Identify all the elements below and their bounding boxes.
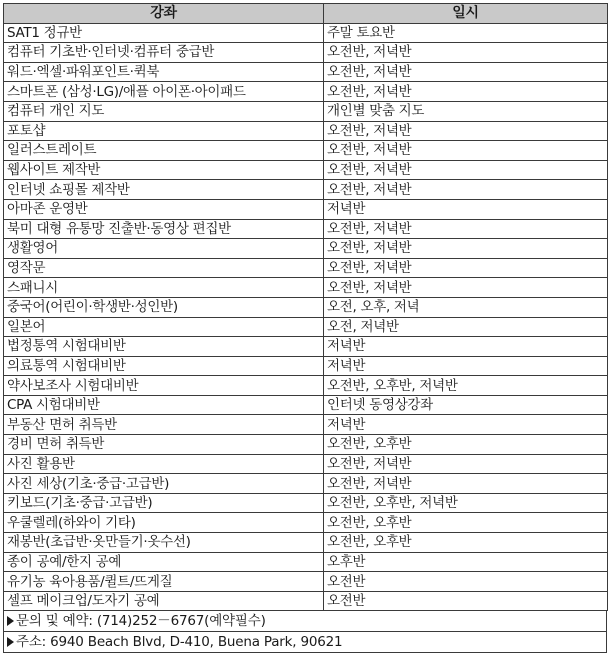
triangle-bullet-icon (7, 637, 14, 647)
course-cell: CPA 시험대비반 (4, 395, 324, 415)
schedule-cell: 오전반 (324, 591, 608, 611)
table-row (4, 23, 608, 43)
course-cell: 사진 활용반 (4, 454, 324, 474)
table-row (4, 533, 608, 553)
table-row (4, 219, 608, 239)
schedule-cell: 오전반, 저녁반 (324, 219, 608, 239)
table-row (4, 591, 608, 611)
table-row (4, 552, 608, 572)
schedule-cell: 오전반, 저녁반 (324, 239, 608, 259)
course-cell: 컴퓨터 기초반·인터넷·컴퓨터 중급반 (4, 43, 324, 63)
schedule-cell: 오전반, 저녁반 (324, 121, 608, 141)
course-cell: 법정통역 시험대비반 (4, 337, 324, 357)
schedule-cell: 오전반, 오후반, 저녁반 (324, 376, 608, 396)
course-cell: 키보드(기초·중급·고급반) (4, 493, 324, 513)
course-cell: 의료통역 시험대비반 (4, 356, 324, 376)
contact-info (3, 611, 607, 653)
table-row (4, 278, 608, 298)
schedule-cell: 오전반, 오후반 (324, 513, 608, 533)
table-row (4, 493, 608, 513)
table-row (4, 101, 608, 121)
course-cell: 북미 대형 유통망 진출반·동영상 편집반 (4, 219, 324, 239)
table-row (4, 513, 608, 533)
table-row (4, 572, 608, 592)
table-row (4, 82, 608, 102)
table-row (4, 121, 608, 141)
schedule-cell: 오전반, 저녁반 (324, 474, 608, 494)
course-cell: 셀프 메이크업/도자기 공예 (4, 591, 324, 611)
course-cell: 부동산 면허 취득반 (4, 415, 324, 435)
schedule-cell: 오전반, 저녁반 (324, 180, 608, 200)
schedule-cell: 오전반, 저녁반 (324, 278, 608, 298)
schedule-cell: 저녁반 (324, 415, 608, 435)
schedule-cell: 오전반, 저녁반 (324, 141, 608, 161)
inquiry-text: 문의 및 예약: (714)252－6767(예약필수) (16, 613, 266, 630)
table-row (4, 62, 608, 82)
course-cell: 인터넷 쇼핑몰 제작반 (4, 180, 324, 200)
triangle-bullet-icon (7, 616, 14, 626)
course-cell: 약사보조사 시험대비반 (4, 376, 324, 396)
course-cell: 우쿨렐레(하와이 기타) (4, 513, 324, 533)
schedule-cell: 오전반, 저녁반 (324, 82, 608, 102)
schedule-cell: 오전반, 오후반, 저녁반 (324, 493, 608, 513)
table-row (4, 199, 608, 219)
table-row (4, 376, 608, 396)
table-row (4, 180, 608, 200)
schedule-cell: 개인별 맞춤 지도 (324, 101, 608, 121)
schedule-cell: 오전반 (324, 572, 608, 592)
schedule-table (3, 3, 608, 611)
course-cell: 영작문 (4, 258, 324, 278)
table-header-row (4, 4, 608, 24)
table-row (4, 43, 608, 63)
schedule-cell: 오전반, 저녁반 (324, 258, 608, 278)
schedule-cell: 오전, 오후, 저녁 (324, 297, 608, 317)
inquiry-line (3, 611, 607, 632)
course-cell: 워드·엑셀·파워포인트·퀵북 (4, 62, 324, 82)
schedule-cell: 저녁반 (324, 356, 608, 376)
course-cell: 아마존 운영반 (4, 199, 324, 219)
table-row (4, 337, 608, 357)
course-column-header: 강좌 (4, 4, 324, 24)
course-cell: 일러스트레이트 (4, 141, 324, 161)
course-cell: SAT1 정규반 (4, 23, 324, 43)
schedule-cell: 오전반, 저녁반 (324, 454, 608, 474)
course-cell: 스패니시 (4, 278, 324, 298)
table-row (4, 160, 608, 180)
course-cell: 사진 세상(기초·중급·고급반) (4, 474, 324, 494)
table-row (4, 239, 608, 259)
table-row (4, 356, 608, 376)
class-schedule (3, 3, 607, 653)
course-cell: 경비 면허 취득반 (4, 435, 324, 455)
course-cell: 생활영어 (4, 239, 324, 259)
table-row (4, 141, 608, 161)
schedule-cell: 오전반, 오후반 (324, 435, 608, 455)
table-row (4, 454, 608, 474)
schedule-cell: 주말 토요반 (324, 23, 608, 43)
schedule-cell: 오전반, 저녁반 (324, 62, 608, 82)
table-row (4, 297, 608, 317)
table-row (4, 317, 608, 337)
schedule-cell: 오전, 저녁반 (324, 317, 608, 337)
schedule-cell: 저녁반 (324, 337, 608, 357)
schedule-cell: 오전반, 오후반 (324, 533, 608, 553)
schedule-cell: 오전반, 저녁반 (324, 43, 608, 63)
course-cell: 중국어(어린이·학생반·성인반) (4, 297, 324, 317)
table-row (4, 415, 608, 435)
address-text: 주소: 6940 Beach Blvd, D-410, Buena Park, 90621 (16, 634, 343, 651)
course-cell: 일본어 (4, 317, 324, 337)
schedule-cell: 오후반 (324, 552, 608, 572)
table-row (4, 395, 608, 415)
schedule-table-body (4, 23, 608, 611)
table-row (4, 435, 608, 455)
table-row (4, 474, 608, 494)
course-cell: 컴퓨터 개인 지도 (4, 101, 324, 121)
schedule-cell: 인터넷 동영상강좌 (324, 395, 608, 415)
course-cell: 스마트폰 (삼성·LG)/애플 아이폰·아이패드 (4, 82, 324, 102)
course-cell: 웹사이트 제작반 (4, 160, 324, 180)
schedule-cell: 오전반, 저녁반 (324, 160, 608, 180)
course-cell: 재봉반(초급반·옷만들기·옷수선) (4, 533, 324, 553)
course-cell: 유기농 육아용품/퀼트/뜨게질 (4, 572, 324, 592)
address-line (3, 632, 607, 653)
course-cell: 포토샵 (4, 121, 324, 141)
table-row (4, 258, 608, 278)
schedule-column-header: 일시 (324, 4, 608, 24)
course-cell: 종이 공예/한지 공예 (4, 552, 324, 572)
schedule-cell: 저녁반 (324, 199, 608, 219)
